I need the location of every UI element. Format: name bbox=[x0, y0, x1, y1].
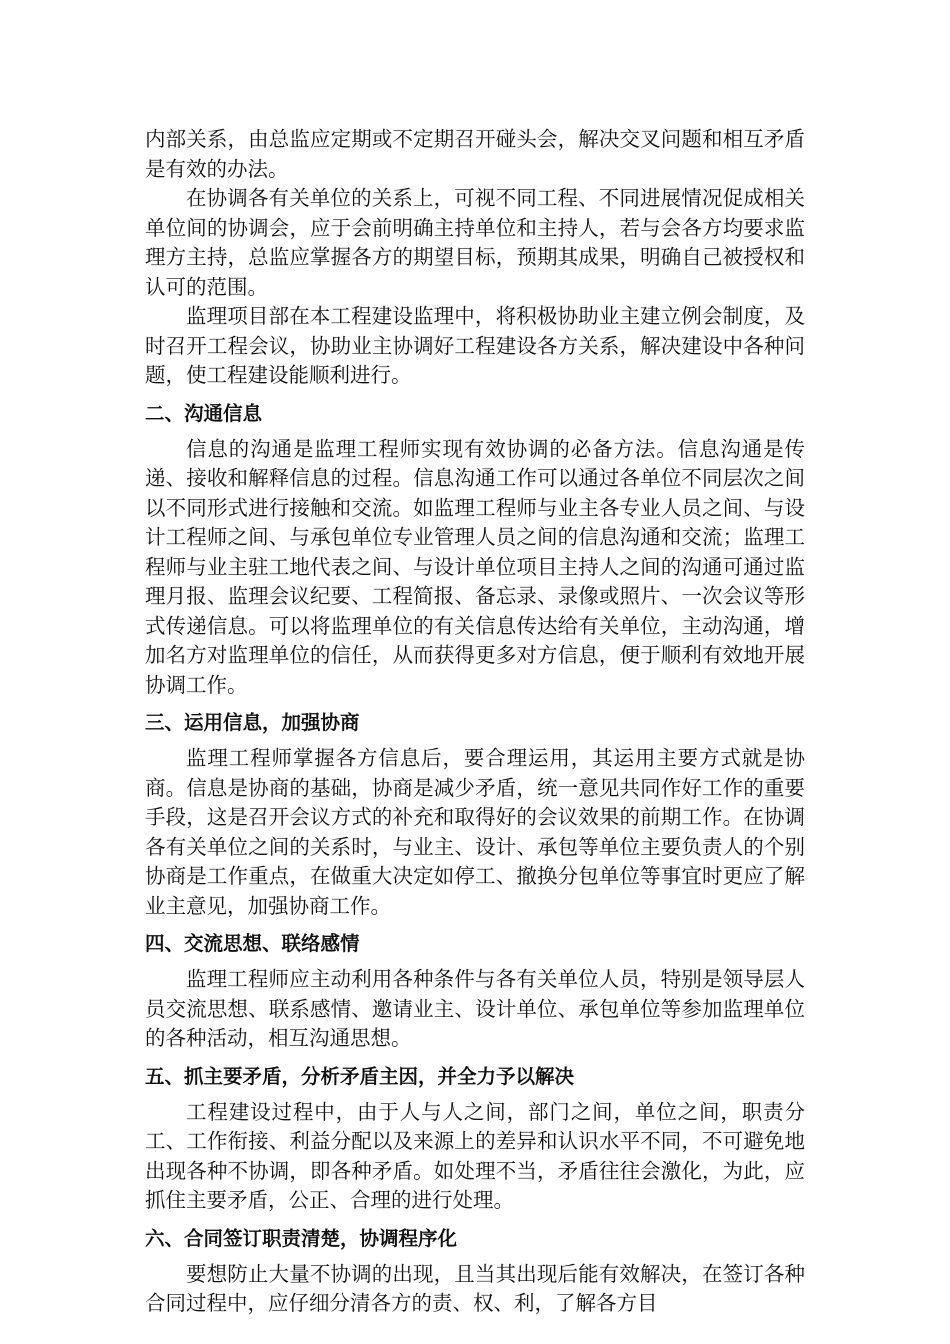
paragraph-project-dept: 监理项目部在本工程建设监理中，将积极协助业主建立例会制度，及时召开工程会议，协助业主协调好工程建设各方关系，解决建设中各种问题，使工程建设能顺利进行。 bbox=[145, 304, 805, 387]
paragraph-internal-relations: 内部关系，由总监应定期或不定期召开碰头会，解决交叉问题和相互矛盾是有效的办法。 bbox=[145, 127, 805, 181]
heading-main-contradiction: 五、抓主要矛盾，分析矛盾主因，并全力予以解决 bbox=[145, 1064, 575, 1088]
heading-exchange-ideas: 四、交流思想、联络感情 bbox=[145, 932, 360, 955]
paragraph-negotiation: 监理工程师掌握各方信息后，要合理运用，其运用主要方式就是协商。信息是协商的基础，协商是减少矛盾，统一意见共同作好工作的重要手段，这是召开会议方式的补充和取得好的会议效果的前期工作。在协调各有关单位之间的关系时，与业主、设计、承包等单位主要负责人的个别协商是工作重点，在做重大决定如停工、撤换分包单位等事宜时更应了解业主意见，加强协商工作。 bbox=[145, 746, 805, 918]
document-body bbox=[145, 125, 805, 1319]
paragraph-coordination-meetings: 在协调各有关单位的关系上，可视不同工程、不同进展情况促成相关单位间的协调会，应于会前明确主持单位和主持人，若与会各方均要求监理方主持，总监应掌握各方的期望目标，预期其成果，明确自己被授权和认可的范围。 bbox=[145, 186, 805, 299]
heading-communicate-info: 二、沟通信息 bbox=[145, 401, 263, 425]
paragraph-exchange-ideas: 监理工程师应主动利用各种条件与各有关单位人员，特别是领导层人员交流思想、联系感情、邀请业主、设计单位、承包单位等参加监理单位的各种活动，相互沟通思想。 bbox=[145, 967, 805, 1050]
heading-use-info-negotiate: 三、运用信息，加强协商 bbox=[145, 711, 360, 734]
paragraph-contradictions: 工程建设过程中，由于人与人之间，部门之间，单位之间，职责分工、工作衔接、利益分配以及来源上的差异和认识水平不同，不可避免地出现各种不协调，即各种矛盾。如处理不当，矛盾往往会激化，为此，应抓住主要矛盾，公正、合理的进行处理。 bbox=[145, 1099, 805, 1212]
paragraph-contracts: 要想防止大量不协调的出现，且当其出现后能有效解决，在签订各种合同过程中，应仔细分清各方的责、权、利，了解各方目 bbox=[145, 1261, 805, 1315]
heading-contract-duties: 六、合同签订职责清楚，协调程序化 bbox=[145, 1226, 458, 1250]
paragraph-info-communication: 信息的沟通是监理工程师实现有效协调的必备方法。信息沟通是传递、接收和解释信息的过程。信息沟通工作可以通过各单位不同层次之间以不同形式进行接触和交流。如监理工程师与业主各专业人员之间、与设计工程师之间、与承包单位专业管理人员之间的信息沟通和交流；监理工程师与业主驻工地代表之间、与设计单位项目主持人之间的沟通可通过监理月报、监理会议纪要、工程简报、备忘录、录像或照片、一次会议等形式传递信息。可以将监理单位的有关信息传达给有关单位，主动沟通，增加名方对监理单位的信任，从而获得更多对方信息，便于顺利有效地开展协调工作。 bbox=[145, 436, 805, 697]
